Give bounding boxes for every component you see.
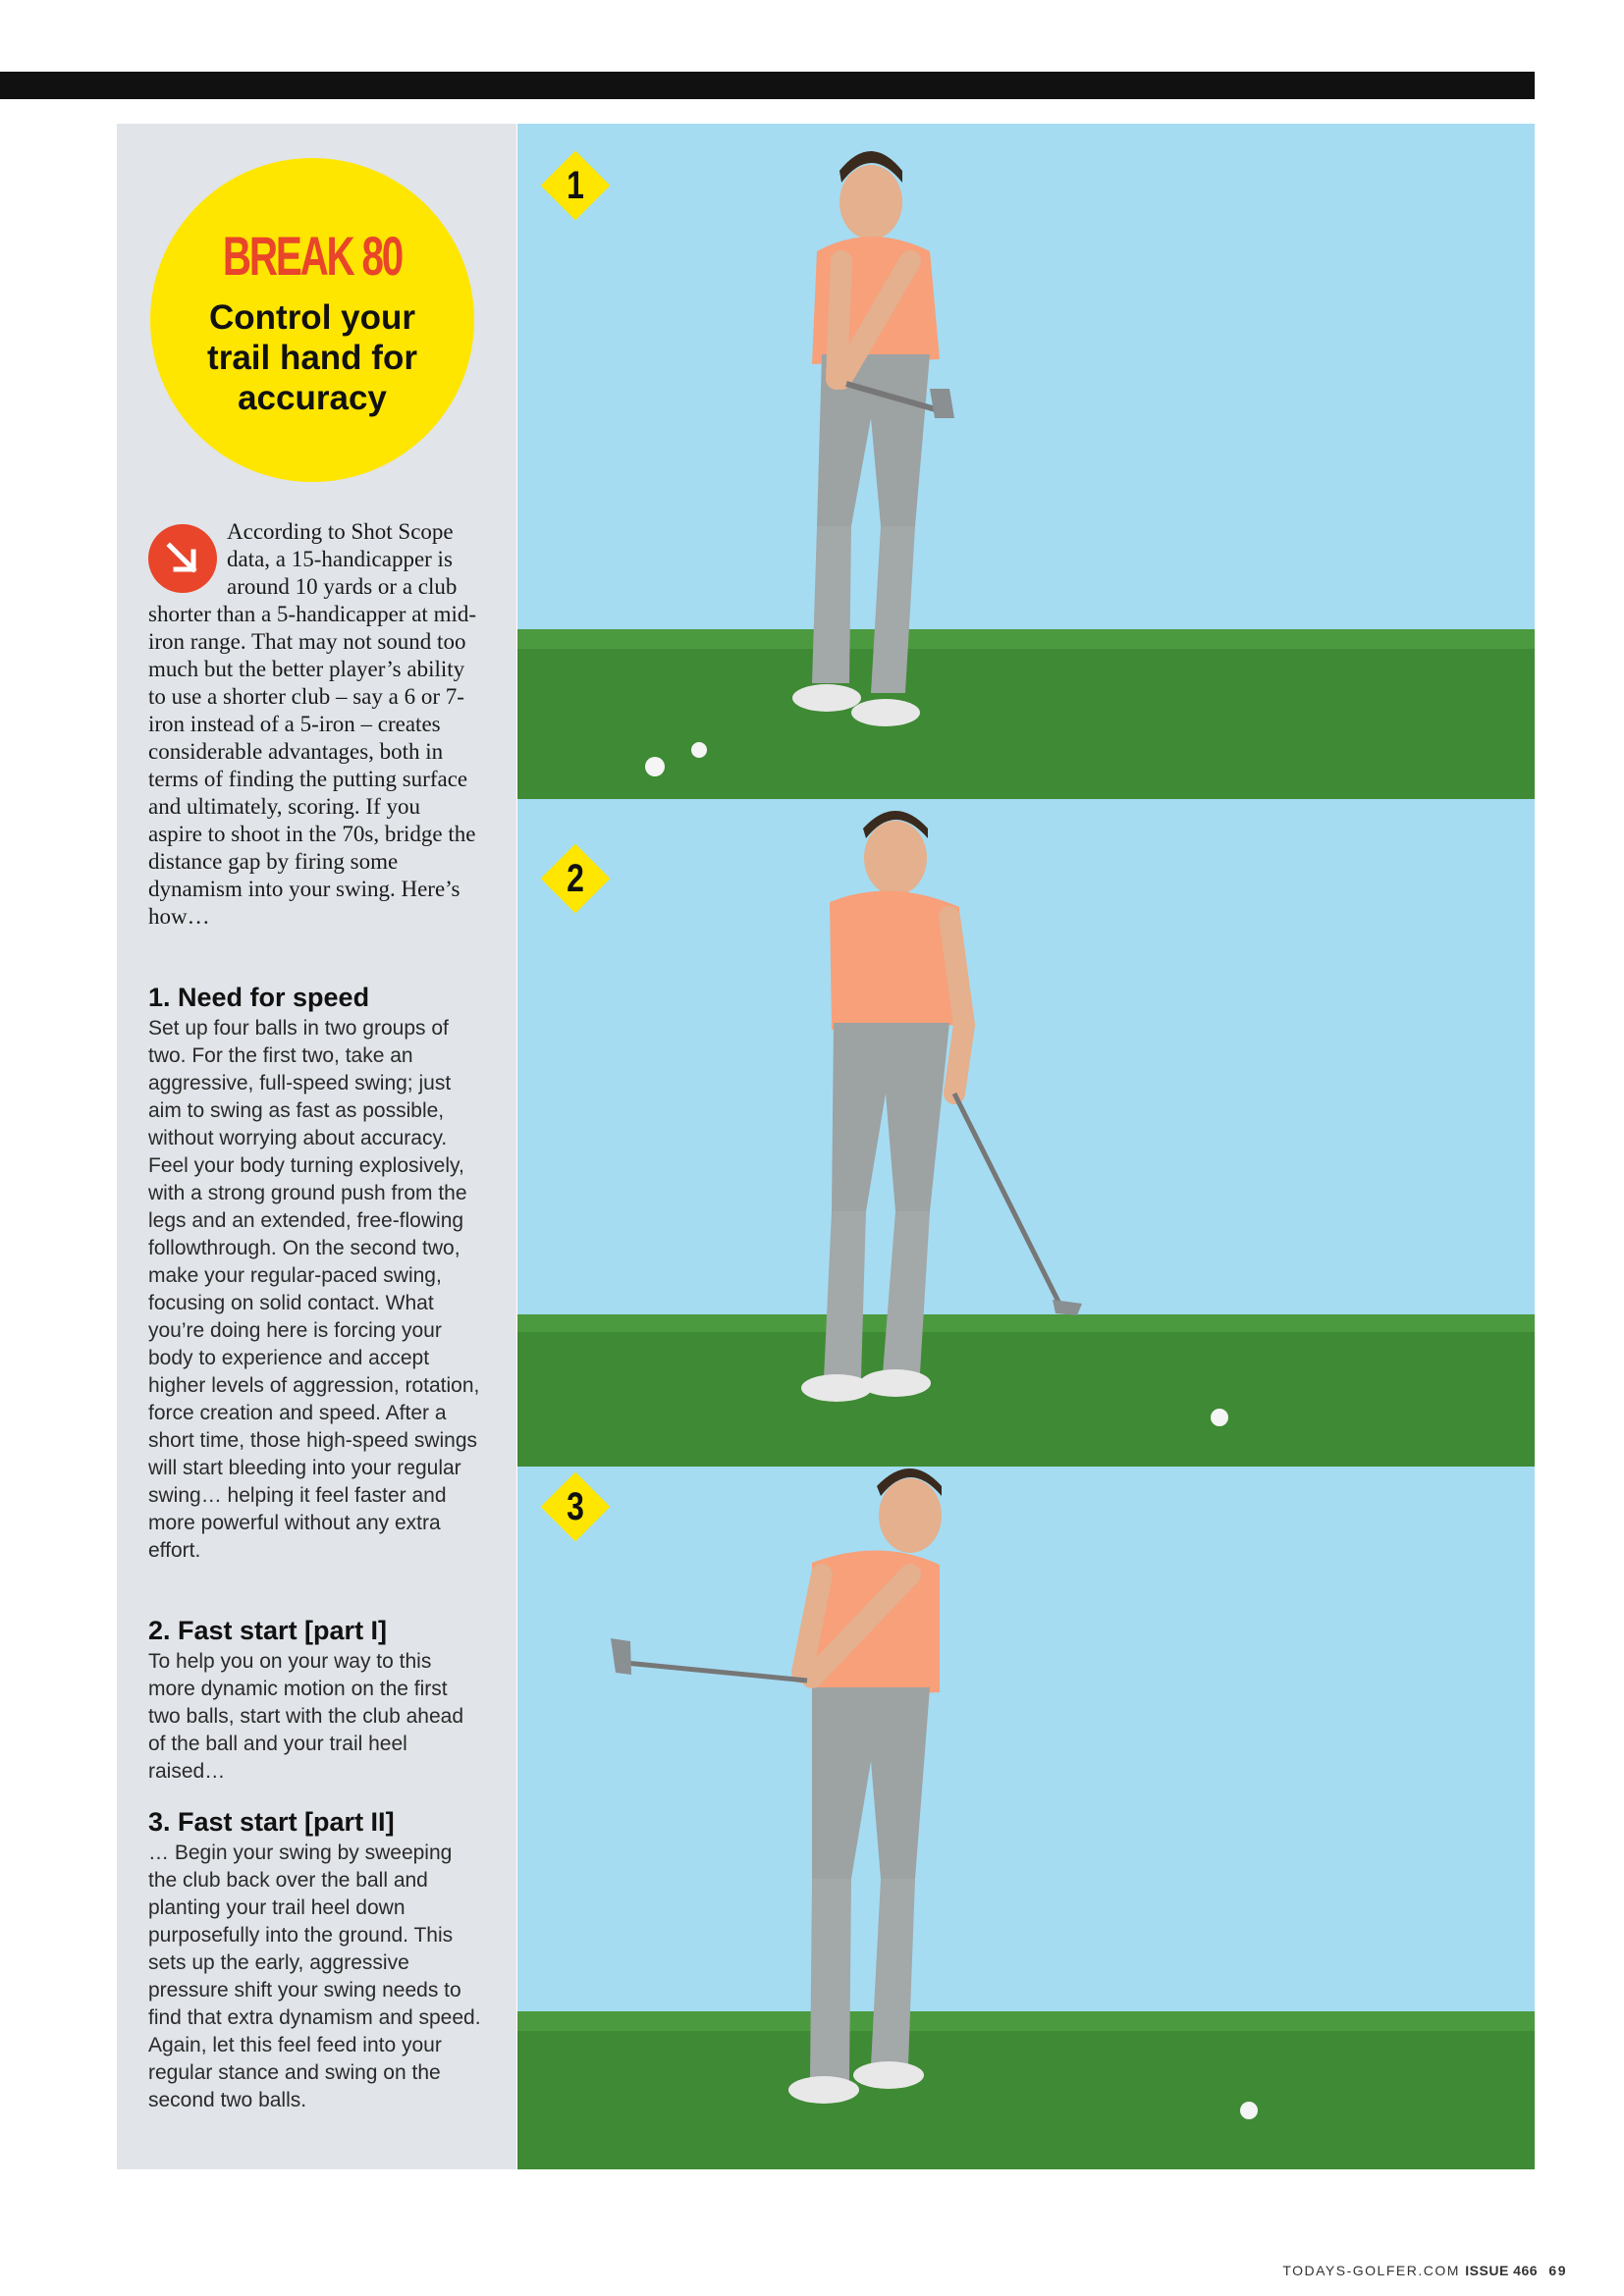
kicker: BREAK 80	[222, 225, 403, 287]
intro-block	[148, 518, 478, 931]
golfer-photo-2	[517, 799, 1535, 1467]
issue-label: ISSUE 466	[1465, 2263, 1539, 2278]
step-2	[148, 1615, 482, 1786]
step-body: … Begin your swing by sweeping the club back over the ball and planting your trail heel down purposefully into the ground. This sets up the early, aggressive pressure shift your swing needs to find that extra dynamism and speed. Again, let this feel feed into your regular stance and swing on the second two balls.	[148, 1842, 481, 2111]
step-title: 1. Need for speed	[148, 983, 370, 1012]
step-number: 2	[567, 857, 584, 900]
step-1	[148, 982, 482, 1565]
step-number: 1	[567, 164, 584, 207]
golfer-photo-3	[517, 1467, 1535, 2169]
page-footer	[1282, 2263, 1567, 2278]
page-number: 69	[1548, 2263, 1567, 2278]
step-number: 3	[567, 1485, 584, 1528]
step-number-badge	[541, 151, 610, 220]
step-3	[148, 1806, 482, 2114]
photo-2	[517, 799, 1535, 1467]
step-number-badge	[541, 844, 610, 913]
step-title: 3. Fast start [part II]	[148, 1807, 395, 1837]
top-rule	[0, 72, 1535, 99]
headline-circle	[150, 158, 474, 482]
site-name: TODAYS-GOLFER.COM	[1282, 2263, 1460, 2278]
step-title: 2. Fast start [part I]	[148, 1616, 388, 1645]
step-body: Set up four balls in two groups of two. For the first two, take an aggressive, full-speed swing; just aim to swing as fast as possible, without worrying about accuracy. Feel your body turning explosively, with a strong ground push from the legs and an extended, free-flowing followthrough. On the second two, make your regular-paced swing, focusing on solid contact. What you’re doing here is forcing your body to experience and accept higher levels of aggression, rotation, force creation and speed. After a short time, those high-speed swings will start bleeding into your regular swing… helping it feel faster and more powerful without any extra effort.	[148, 1017, 480, 1562]
arrow-down-right-icon	[148, 524, 217, 593]
step-number-badge	[541, 1472, 610, 1541]
intro-text: According to Shot Scope data, a 15-handicapper is around 10 yards or a club shorter than a 5-handicapper at mid-iron range. That may not sound too much but the better player’s ability to use a shorter club – say a 6 or 7-iron instead of a 5-iron – creates considerable advantages, both in terms of finding the putting surface and ultimately, scoring. If you aspire to shoot in the 70s, bridge the distance gap by firing some dynamism into your swing. Here’s how…	[148, 519, 477, 929]
page-title: Control your trail hand for accuracy	[207, 298, 417, 417]
photo-3	[517, 1467, 1535, 2169]
step-body: To help you on your way to this more dynamic motion on the first two balls, start with the club ahead of the ball and your trail heel raised…	[148, 1650, 464, 1783]
photo-1	[517, 124, 1535, 799]
golfer-photo-1	[517, 124, 1535, 799]
